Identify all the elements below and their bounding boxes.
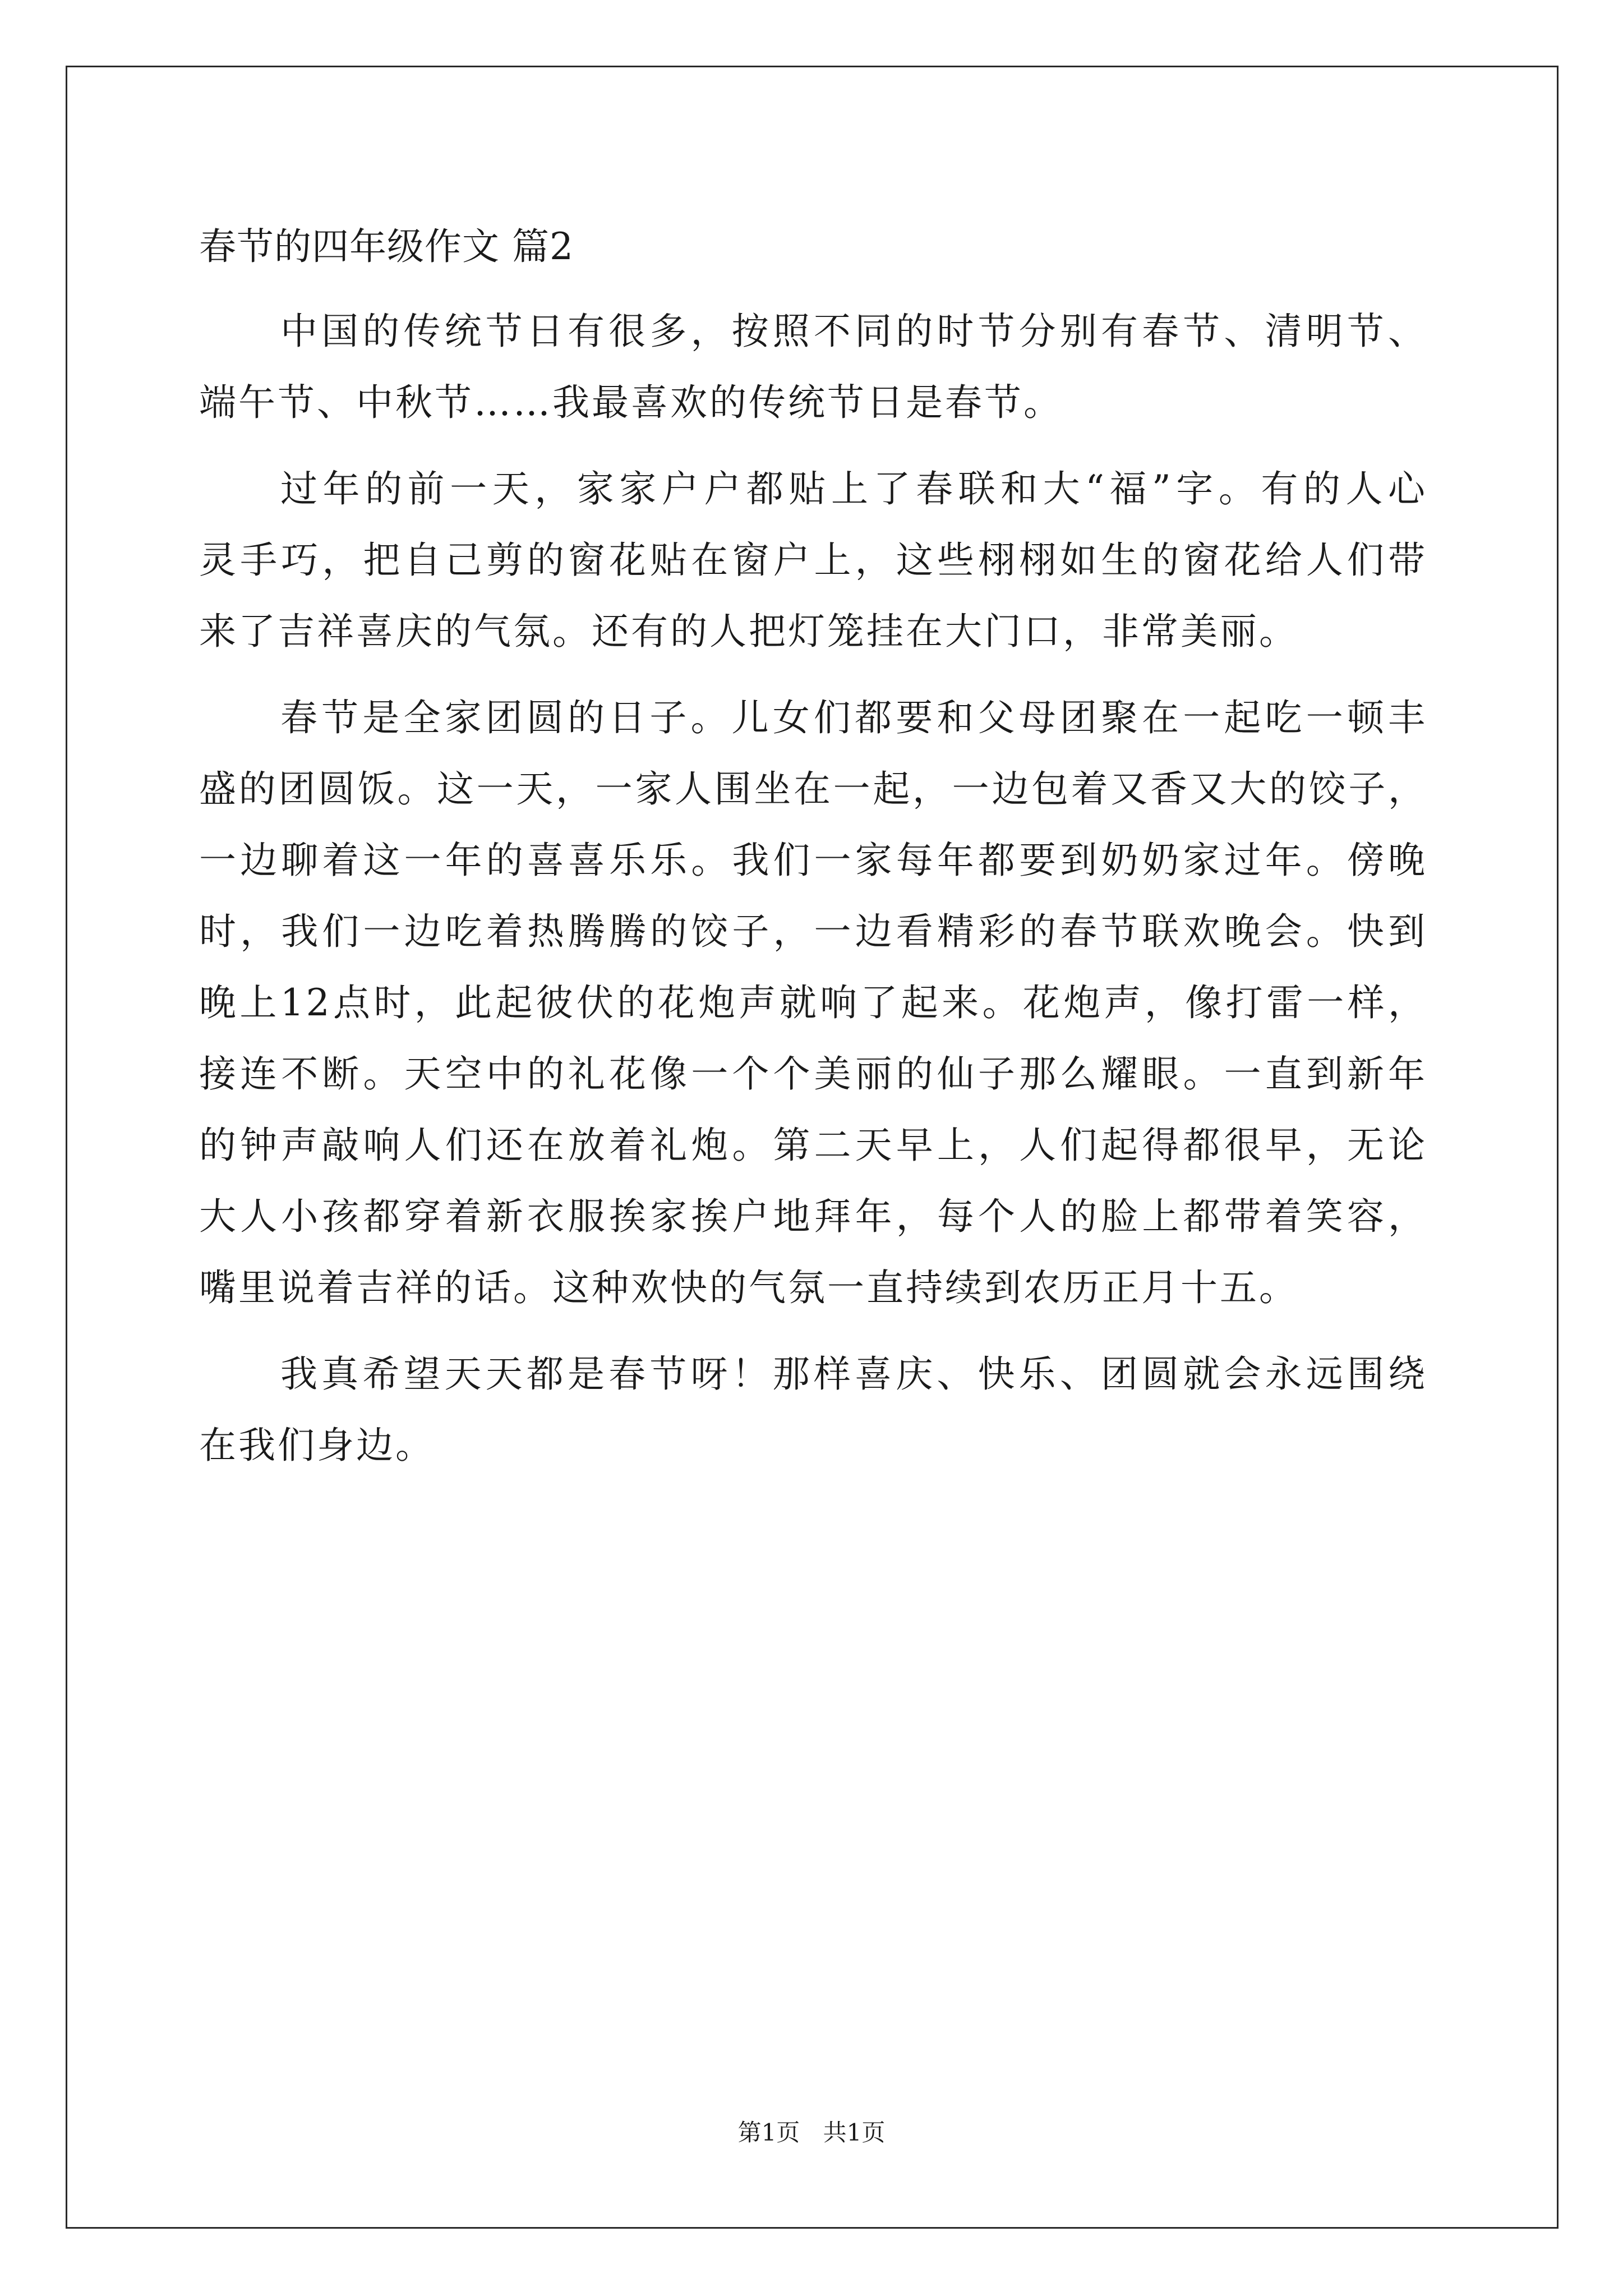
text-line: 盛的团圆饭。这一天，一家人围坐在一起，一边包着又香又大的饺子， — [199, 767, 1427, 811]
text-line: 春节是全家团圆的日子。儿女们都要和父母团聚在一起吃一顿丰 — [280, 696, 1427, 739]
paragraph-1 — [199, 296, 1427, 438]
text-line: 接连不断。天空中的礼花像一个个美丽的仙子那么耀眼。一直到新年 — [199, 1052, 1427, 1096]
text-line: 我真希望天天都是春节呀！那样喜庆、快乐、团圆就会永远围绕 — [280, 1352, 1427, 1396]
text-line: 端午节、中秋节……我最喜欢的传统节日是春节。 — [199, 381, 1063, 424]
text-line: 晚上12点时，此起彼伏的花炮声就响了起来。花炮声，像打雷一样， — [199, 981, 1427, 1024]
page-number: 第1页 — [737, 2119, 800, 2146]
text-line: 时，我们一边吃着热腾腾的饺子，一边看精彩的春节联欢晚会。快到 — [199, 910, 1427, 953]
text-line: 在我们身边。 — [199, 1424, 435, 1467]
text-line: 中国的传统节日有很多，按照不同的时节分别有春节、清明节、 — [280, 310, 1427, 353]
page-footer — [0, 2116, 1623, 2150]
text-line: 的钟声敲响人们还在放着礼炮。第二天早上，人们起得都很早，无论 — [199, 1124, 1427, 1167]
page-total: 共1页 — [823, 2119, 886, 2146]
document-body — [199, 213, 1427, 1496]
text-line: 过年的前一天，家家户户都贴上了春联和大“福”字。有的人心 — [280, 467, 1427, 510]
paragraph-4 — [199, 1338, 1427, 1481]
text-line: 大人小孩都穿着新衣服挨家挨户地拜年，每个人的脸上都带着笑容， — [199, 1195, 1427, 1238]
paragraph-3 — [199, 682, 1427, 1323]
text-line: 一边聊着这一年的喜喜乐乐。我们一家每年都要到奶奶家过年。傍晚 — [199, 839, 1427, 882]
paragraph-2 — [199, 453, 1427, 667]
document-title: 春节的四年级作文 篇2 — [199, 225, 574, 268]
text-line: 灵手巧，把自己剪的窗花贴在窗户上，这些栩栩如生的窗花给人们带 — [199, 539, 1427, 582]
text-line: 嘴里说着吉祥的话。这种欢快的气氛一直持续到农历正月十五。 — [199, 1266, 1298, 1309]
text-line: 来了吉祥喜庆的气氛。还有的人把灯笼挂在大门口，非常美丽。 — [199, 610, 1298, 653]
